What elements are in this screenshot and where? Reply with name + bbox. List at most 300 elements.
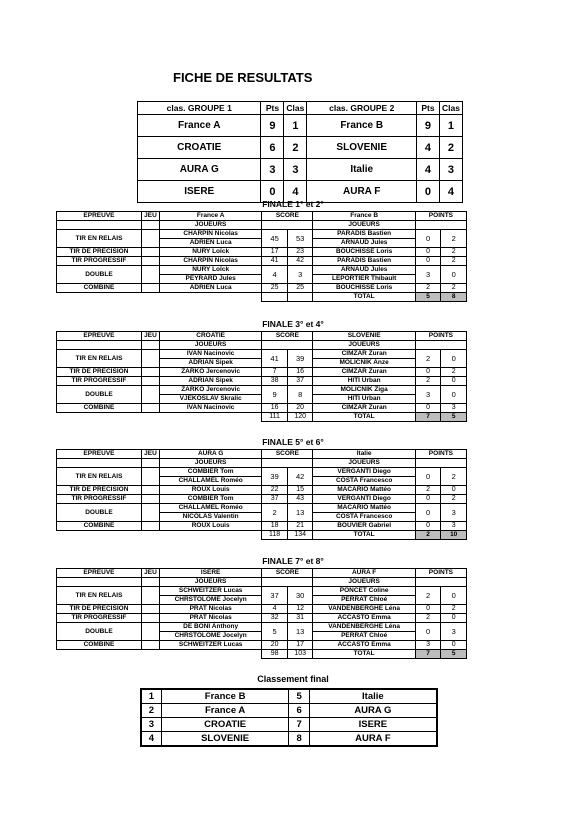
document-title: FICHE DE RESULTATS	[173, 70, 313, 85]
team-b-player: MOLICNIK Anze	[313, 359, 415, 368]
blank-cell	[57, 650, 142, 659]
points-a: 2	[415, 614, 441, 623]
jeu-cell	[141, 230, 159, 248]
empty-cell	[415, 578, 466, 587]
epreuve-header: EPREUVE	[57, 332, 142, 341]
jeu-header: JEU	[141, 212, 159, 221]
group2-header: clas. GROUPE 2	[307, 102, 417, 115]
joueurs-header: JOUEURS	[159, 221, 261, 230]
epreuve-name: DOUBLE	[57, 504, 142, 522]
points-a: 0	[415, 404, 441, 413]
group-row	[138, 159, 463, 181]
score-b: 13	[287, 504, 313, 522]
score-a: 32	[262, 614, 288, 623]
final-header-row	[57, 569, 467, 578]
points-b: 2	[441, 605, 467, 614]
team-b-player: ARNAUD Jules	[313, 239, 415, 248]
score-b: 12	[287, 605, 313, 614]
epreuve-name: COMBINE	[57, 641, 142, 650]
total-score-b: 103	[287, 650, 313, 659]
jeu-cell	[141, 248, 159, 257]
team-b-player: BOUCHISSE Loris	[313, 248, 415, 257]
group2-rank: 3	[439, 159, 462, 181]
rank-number: 8	[289, 732, 309, 747]
score-b: 31	[287, 614, 313, 623]
total-points-a: 7	[415, 650, 441, 659]
group1-points: 6	[261, 137, 284, 159]
rank-number: 6	[289, 704, 309, 718]
score-a: 18	[262, 522, 288, 531]
epreuve-name: TIR DE PRECISION	[57, 368, 142, 377]
rank-number: 2	[141, 704, 161, 718]
score-b: 13	[287, 623, 313, 641]
team-b-player: VANDENBERGHE Léna	[313, 623, 415, 632]
points-header: POINTS	[415, 569, 466, 578]
total-score-a: 111	[262, 413, 288, 422]
ranking-row	[141, 718, 437, 732]
final-row	[57, 468, 467, 477]
group1-header: clas. GROUPE 1	[138, 102, 261, 115]
team-a-player: SCHWEITZER Lucas	[159, 587, 261, 596]
score-b: 21	[287, 522, 313, 531]
ranked-team: France A	[161, 704, 289, 718]
team-a-player: CHARPIN Nicolas	[159, 230, 261, 239]
total-row	[57, 531, 467, 540]
group1-rank: 1	[284, 115, 307, 137]
group2-team: Italie	[307, 159, 417, 181]
team-a-player: COMBIER Tom	[159, 468, 261, 477]
blank-cell	[159, 413, 261, 422]
empty-cell	[141, 221, 159, 230]
score-a: 41	[262, 350, 288, 368]
points-a: 0	[415, 368, 441, 377]
score-a: 20	[262, 641, 288, 650]
blank-cell	[159, 650, 261, 659]
score-b: 39	[287, 350, 313, 368]
group2-points: 4	[417, 159, 440, 181]
epreuve-name: DOUBLE	[57, 266, 142, 284]
blank-cell	[141, 293, 159, 302]
jeu-cell	[141, 641, 159, 650]
final-table	[56, 568, 467, 659]
jeu-cell	[141, 266, 159, 284]
team-b-player: ARNAUD Jules	[313, 266, 415, 275]
ranked-team: Italie	[309, 689, 437, 704]
points-a: 0	[415, 468, 441, 486]
team-a-player: COMBIER Tom	[159, 495, 261, 504]
final-row	[57, 486, 467, 495]
team-b-player: CIMZAR Zuran	[313, 350, 415, 359]
team-b-player: HITI Urban	[313, 395, 415, 404]
epreuve-name: TIR EN RELAIS	[57, 350, 142, 368]
group2-team: AURA F	[307, 181, 417, 203]
team-b-player: MACARIO Mattéo	[313, 504, 415, 513]
team-b-player: COSTA Francesco	[313, 513, 415, 522]
final-row	[57, 266, 467, 275]
group1-rank: 4	[284, 181, 307, 203]
points-a: 2	[415, 587, 441, 605]
ranked-team: SLOVENIE	[161, 732, 289, 747]
total-score-a: 118	[262, 531, 288, 540]
points-a: 0	[415, 495, 441, 504]
team-a-player: IVAN Nacinovic	[159, 404, 261, 413]
points-a: 2	[415, 486, 441, 495]
score-b: 15	[287, 486, 313, 495]
jeu-cell	[141, 257, 159, 266]
pts-header: Pts	[417, 102, 440, 115]
total-points-a: 2	[415, 531, 441, 540]
final-table	[56, 331, 467, 422]
rank-number: 1	[141, 689, 161, 704]
ranked-team: France B	[161, 689, 289, 704]
team-b-player: BOUVIER Gabriel	[313, 522, 415, 531]
team-a-name: CROATIE	[159, 332, 261, 341]
final-header-row	[57, 332, 467, 341]
points-b: 2	[441, 368, 467, 377]
total-row	[57, 413, 467, 422]
group1-team: AURA G	[138, 159, 261, 181]
team-a-player: ZARKO Jercenovic	[159, 386, 261, 395]
total-score-a: 98	[262, 650, 288, 659]
team-b-player: PERRAT Chloé	[313, 632, 415, 641]
score-a: 16	[262, 404, 288, 413]
score-b: 43	[287, 495, 313, 504]
empty-cell	[262, 578, 313, 587]
jeu-cell	[141, 284, 159, 293]
empty-cell	[415, 341, 466, 350]
final-ranking-table	[140, 688, 438, 747]
jeu-cell	[141, 605, 159, 614]
epreuve-name: TIR EN RELAIS	[57, 587, 142, 605]
final-row	[57, 248, 467, 257]
epreuve-name: TIR PROGRESSIF	[57, 614, 142, 623]
points-b: 3	[441, 522, 467, 531]
group1-team: France A	[138, 115, 261, 137]
team-b-player: LEPORTIER Thibault	[313, 275, 415, 284]
groups-table	[137, 101, 463, 203]
jeu-cell	[141, 468, 159, 486]
points-header: POINTS	[415, 332, 466, 341]
blank-cell	[159, 531, 261, 540]
epreuve-name: COMBINE	[57, 284, 142, 293]
rank-number: 5	[289, 689, 309, 704]
blank-cell	[57, 413, 142, 422]
final-table	[56, 211, 467, 302]
team-a-player: DE BONI Anthony	[159, 623, 261, 632]
group-row	[138, 115, 463, 137]
team-b-player: VERGANTI Diego	[313, 468, 415, 477]
team-b-name: Italie	[313, 450, 415, 459]
group2-points: 0	[417, 181, 440, 203]
team-b-player: BOUCHISSE Loris	[313, 284, 415, 293]
epreuve-name: TIR PROGRESSIF	[57, 377, 142, 386]
final-row	[57, 377, 467, 386]
score-a: 22	[262, 486, 288, 495]
blank-cell	[141, 650, 159, 659]
score-b: 42	[287, 257, 313, 266]
empty-cell	[262, 341, 313, 350]
points-header: POINTS	[415, 450, 466, 459]
score-a: 45	[262, 230, 288, 248]
team-a-player: PRAT Nicolas	[159, 605, 261, 614]
jeu-cell	[141, 350, 159, 368]
clas-header: Clas	[439, 102, 462, 115]
epreuve-name: TIR DE PRECISION	[57, 486, 142, 495]
final-row	[57, 257, 467, 266]
jeu-cell	[141, 587, 159, 605]
score-b: 37	[287, 377, 313, 386]
epreuve-header: EPREUVE	[57, 569, 142, 578]
ranked-team: ISERE	[309, 718, 437, 732]
group2-rank: 2	[439, 137, 462, 159]
team-b-player: PERRAT Chloé	[313, 596, 415, 605]
final-row	[57, 230, 467, 239]
final-title: FINALE 5° et 6°	[262, 437, 324, 447]
jeu-cell	[141, 386, 159, 404]
points-a: 3	[415, 641, 441, 650]
team-a-player: ROUX Louis	[159, 486, 261, 495]
team-b-name: France B	[313, 212, 415, 221]
empty-cell	[141, 459, 159, 468]
team-a-player: NURY Loïck	[159, 266, 261, 275]
team-a-player: ADRIAN Sipek	[159, 377, 261, 386]
points-a: 0	[415, 623, 441, 641]
points-a: 0	[415, 605, 441, 614]
score-b: 20	[287, 404, 313, 413]
points-b: 2	[441, 495, 467, 504]
score-a: 2	[262, 504, 288, 522]
jeu-cell	[141, 504, 159, 522]
epreuve-name: DOUBLE	[57, 386, 142, 404]
jeu-cell	[141, 495, 159, 504]
team-b-player: PONCET Coline	[313, 587, 415, 596]
total-score-b	[287, 293, 313, 302]
empty-cell	[57, 341, 142, 350]
points-b: 3	[441, 404, 467, 413]
empty-cell	[415, 459, 466, 468]
total-score-b: 134	[287, 531, 313, 540]
groups-header-row	[138, 102, 463, 115]
team-b-player: HITI Urban	[313, 377, 415, 386]
epreuve-name: TIR DE PRECISION	[57, 248, 142, 257]
group2-rank: 4	[439, 181, 462, 203]
points-a: 2	[415, 377, 441, 386]
points-a: 2	[415, 284, 441, 293]
rank-number: 3	[141, 718, 161, 732]
team-a-player: IVAN Nacinovic	[159, 350, 261, 359]
total-label: TOTAL	[313, 293, 415, 302]
score-b: 17	[287, 641, 313, 650]
empty-cell	[57, 459, 142, 468]
team-a-name: France A	[159, 212, 261, 221]
score-b: 53	[287, 230, 313, 248]
points-b: 2	[441, 230, 467, 248]
group1-points: 3	[261, 159, 284, 181]
total-label: TOTAL	[313, 531, 415, 540]
final-row	[57, 504, 467, 513]
score-a: 41	[262, 257, 288, 266]
jeu-cell	[141, 404, 159, 413]
total-row	[57, 650, 467, 659]
joueurs-header: JOUEURS	[159, 578, 261, 587]
points-header: POINTS	[415, 212, 466, 221]
group2-points: 4	[417, 137, 440, 159]
team-b-player: MACARIO Mattéo	[313, 486, 415, 495]
final-subheader-row	[57, 578, 467, 587]
team-a-name: ISERE	[159, 569, 261, 578]
empty-cell	[415, 221, 466, 230]
joueurs-header: JOUEURS	[313, 578, 415, 587]
score-a: 4	[262, 605, 288, 614]
final-row	[57, 641, 467, 650]
epreuve-name: TIR PROGRESSIF	[57, 257, 142, 266]
epreuve-name: TIR DE PRECISION	[57, 605, 142, 614]
points-a: 2	[415, 350, 441, 368]
blank-cell	[159, 293, 261, 302]
final-title: FINALE 7° et 8°	[262, 556, 324, 566]
empty-cell	[262, 221, 313, 230]
rank-number: 7	[289, 718, 309, 732]
epreuve-name: TIR EN RELAIS	[57, 468, 142, 486]
team-a-player: ROUX Louis	[159, 522, 261, 531]
score-b: 42	[287, 468, 313, 486]
points-b: 0	[441, 350, 467, 368]
final-title: FINALE 3° et 4°	[262, 319, 324, 329]
score-a: 7	[262, 368, 288, 377]
score-header: SCORE	[262, 569, 313, 578]
final-subheader-row	[57, 459, 467, 468]
team-a-player: CHRSTOLOME Jocelyn	[159, 632, 261, 641]
points-b: 3	[441, 504, 467, 522]
final-row	[57, 386, 467, 395]
jeu-header: JEU	[141, 569, 159, 578]
group2-points: 9	[417, 115, 440, 137]
final-header-row	[57, 450, 467, 459]
blank-cell	[141, 531, 159, 540]
points-b: 2	[441, 284, 467, 293]
points-b: 2	[441, 468, 467, 486]
final-ranking-title: Classement final	[257, 674, 329, 684]
group1-team: ISERE	[138, 181, 261, 203]
total-points-b: 5	[441, 413, 467, 422]
total-label: TOTAL	[313, 650, 415, 659]
team-b-player: VANDENBERGHE Léna	[313, 605, 415, 614]
clas-header: Clas	[284, 102, 307, 115]
final-row	[57, 284, 467, 293]
jeu-header: JEU	[141, 332, 159, 341]
empty-cell	[57, 578, 142, 587]
blank-cell	[57, 531, 142, 540]
points-a: 0	[415, 230, 441, 248]
total-points-b: 8	[441, 293, 467, 302]
score-header: SCORE	[262, 332, 313, 341]
blank-cell	[141, 413, 159, 422]
team-a-player: PRAT Nicolas	[159, 614, 261, 623]
epreuve-name: COMBINE	[57, 522, 142, 531]
points-b: 0	[441, 486, 467, 495]
jeu-cell	[141, 368, 159, 377]
final-header-row	[57, 212, 467, 221]
points-a: 0	[415, 257, 441, 266]
team-a-player: CHALLAMEL Roméo	[159, 504, 261, 513]
total-points-b: 10	[441, 531, 467, 540]
team-a-player: NICOLAS Valentin	[159, 513, 261, 522]
rank-number: 4	[141, 732, 161, 747]
score-a: 4	[262, 266, 288, 284]
team-b-player: MOLICNIK Ziga	[313, 386, 415, 395]
team-b-player: COSTA Francesco	[313, 477, 415, 486]
points-a: 0	[415, 522, 441, 531]
joueurs-header: JOUEURS	[313, 459, 415, 468]
team-b-player: PARADIS Bastien	[313, 230, 415, 239]
team-a-name: AURA G	[159, 450, 261, 459]
points-a: 3	[415, 266, 441, 284]
total-score-b: 120	[287, 413, 313, 422]
final-table	[56, 449, 467, 540]
blank-cell	[57, 293, 142, 302]
jeu-cell	[141, 522, 159, 531]
empty-cell	[141, 578, 159, 587]
epreuve-name: DOUBLE	[57, 623, 142, 641]
score-header: SCORE	[262, 212, 313, 221]
team-b-player: ACCASTO Emma	[313, 614, 415, 623]
epreuve-name: TIR PROGRESSIF	[57, 495, 142, 504]
team-a-player: SCHWEITZER Lucas	[159, 641, 261, 650]
score-a: 9	[262, 386, 288, 404]
joueurs-header: JOUEURS	[159, 459, 261, 468]
total-label: TOTAL	[313, 413, 415, 422]
final-row	[57, 368, 467, 377]
epreuve-header: EPREUVE	[57, 212, 142, 221]
team-b-name: SLOVENIE	[313, 332, 415, 341]
team-a-player: PEYRARD Jules	[159, 275, 261, 284]
score-b: 30	[287, 587, 313, 605]
group1-rank: 2	[284, 137, 307, 159]
score-a: 39	[262, 468, 288, 486]
score-b: 23	[287, 248, 313, 257]
team-b-player: CIMZAR Zuran	[313, 368, 415, 377]
points-b: 2	[441, 248, 467, 257]
score-a: 17	[262, 248, 288, 257]
team-a-player: CHARPIN Nicolas	[159, 257, 261, 266]
team-b-player: VERGANTI Diego	[313, 495, 415, 504]
points-b: 0	[441, 377, 467, 386]
points-b: 2	[441, 257, 467, 266]
final-row	[57, 605, 467, 614]
score-b: 16	[287, 368, 313, 377]
final-row	[57, 404, 467, 413]
epreuve-name: COMBINE	[57, 404, 142, 413]
team-b-player: PARADIS Bastien	[313, 257, 415, 266]
jeu-cell	[141, 614, 159, 623]
epreuve-header: EPREUVE	[57, 450, 142, 459]
score-a: 38	[262, 377, 288, 386]
total-points-a: 7	[415, 413, 441, 422]
total-points-b: 5	[441, 650, 467, 659]
empty-cell	[262, 459, 313, 468]
points-a: 0	[415, 248, 441, 257]
team-a-player: NURY Loïck	[159, 248, 261, 257]
team-a-player: ADRIAN Sipek	[159, 359, 261, 368]
ranked-team: AURA G	[309, 704, 437, 718]
jeu-cell	[141, 486, 159, 495]
team-b-player: CIMZAR Zuran	[313, 404, 415, 413]
score-header: SCORE	[262, 450, 313, 459]
final-title: FINALE 1° et 2°	[262, 199, 324, 209]
team-a-player: ADRIEN Luca	[159, 239, 261, 248]
final-row	[57, 623, 467, 632]
points-a: 3	[415, 386, 441, 404]
